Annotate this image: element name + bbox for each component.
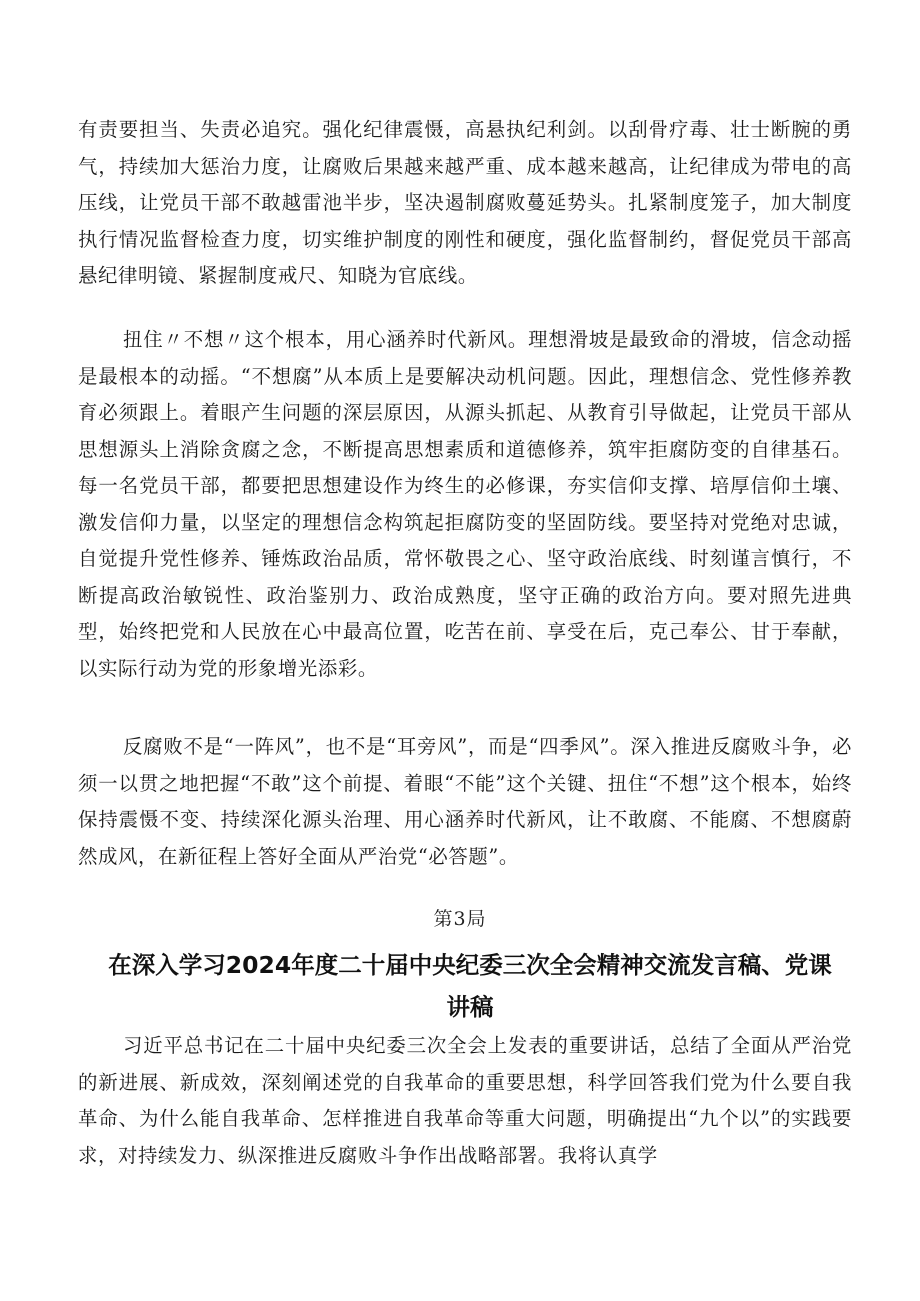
intro-paragraph: 习近平总书记在二十届中央纪委三次全会上发表的重要讲话，总结了全面从严治党的新进展、新成效，深刻阐述党的自我革命的重要思想，科学回答我们党为什么要自我革命、为什么能自我革命、怎样推进自我革命等重大问题，明确提出“九个以”的实践要求，对持续发力、纵深推进反腐败斗争作出战略部署。我将认真学	[78, 1034, 852, 1167]
body-paragraph-1: 有责要担当、失责必追究。强化纪律震慑，高悬执纪利剑。以刮骨疗毒、壮士断腕的勇气，持续加大惩治力度，让腐败后果越来越严重、成本越来越高，让纪律成为带电的高压线，让党员干部不敢越雷池半步，坚决遏制腐败蔓延势头。扎紧制度笼子，加大制度执行情况监督检查力度，切实维护制度的刚性和硬度，强化监督制约，督促党员干部高悬纪律明镜、紧握制度戒尺、知晓为官底线。	[78, 118, 852, 287]
section-heading: 在深入学习2024年度二十届中央纪委三次全会精神交流发言稿、党课讲稿	[108, 951, 832, 1021]
body-paragraph-3: 反腐败不是“一阵风”，也不是“耳旁风”，而是“四季风”。深入推进反腐败斗争，必须一以贯之地把握“不敢”这个前提、着眼“不能”这个关键、扭住“不想”这个根本，始终保持震慑不变、持续深化源头治理、用心涵养时代新风，让不敢腐、不能腐、不想腐蔚然成风，在新征程上答好全面从严治党“必答题”。	[78, 735, 852, 868]
section-number: 第3局	[433, 908, 487, 930]
body-paragraph-2: 扭住〃不想〃这个根本，用心涵养时代新风。理想滑坡是最致命的滑坡，信念动摇是最根本的动摇。“不想腐”从本质上是要解决动机问题。因此，理想信念、党性修养教育必须跟上。着眼产生问题的深层原因，从源头抓起、从教育引导做起，让党员干部从思想源头上消除贪腐之念，不断提高思想素质和道德修养，筑牢拒腐防变的自律基石。每一名党员干部，都要把思想建设作为终生的必修课，夯实信仰支撑、培厚信仰土壤、激发信仰力量，以坚定的理想信念构筑起拒腐防变的坚固防线。要坚持对党绝对忠诚，自觉提升党性修养、锤炼政治品质，常怀敬畏之心、坚守政治底线、时刻谨言慎行，不断提高政治敏锐性、政治鉴别力、政治成熟度，坚守正确的政治方向。要对照先进典型，始终把党和人民放在心中最高位置，吃苦在前、享受在后，克己奉公、甘于奉献，以实际行动为党的形象增光添彩。	[78, 328, 852, 680]
